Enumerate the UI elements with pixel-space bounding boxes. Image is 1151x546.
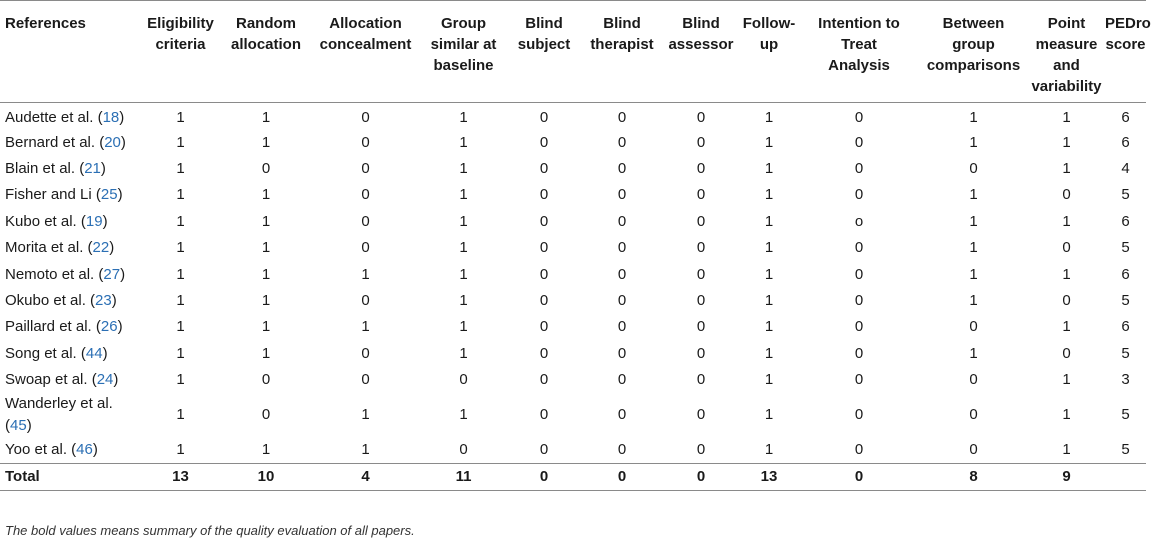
score-cell: 1: [764, 186, 774, 204]
score-cell: 0: [696, 239, 706, 257]
reference-cell: [0, 340, 140, 366]
score-cell: 1: [261, 344, 271, 362]
score-cell: 1: [764, 212, 774, 230]
score-cell: 0: [854, 344, 864, 362]
table-row: [0, 155, 1146, 181]
score-cell: 0: [1062, 344, 1071, 362]
author-text: Blain et al. (: [5, 159, 85, 177]
column-header-line: measure: [1035, 36, 1098, 53]
score-cell: 5: [1121, 186, 1130, 204]
score-cell: 0: [969, 318, 978, 336]
score-cell: 1: [1062, 109, 1071, 127]
author-text: Fisher and Li (: [5, 186, 101, 204]
score-cell: 1: [459, 186, 468, 204]
score-cell: 1: [764, 406, 774, 424]
column-header-line: PEDro: [1105, 15, 1151, 32]
score-cell: 0: [617, 441, 627, 459]
column-header-line: assessor: [668, 36, 734, 53]
author-text: Morita et al. (: [5, 239, 93, 257]
score-cell: 1: [459, 212, 468, 230]
score-cell: 5: [1121, 344, 1130, 362]
score-cell: 1: [176, 109, 185, 127]
score-cell: 0: [696, 371, 706, 389]
score-cell: 1: [261, 212, 271, 230]
score-cell: 0: [361, 186, 370, 204]
column-header-line: comparisons: [926, 57, 1021, 74]
score-cell: 6: [1121, 133, 1130, 151]
column-header-line: score: [1105, 36, 1146, 53]
score-cell: 1: [764, 239, 774, 257]
reference-cell: [0, 437, 140, 463]
score-cell: 1: [261, 109, 271, 127]
score-cell: 1: [176, 159, 185, 177]
score-cell: 1: [176, 212, 185, 230]
column-header: [799, 1, 919, 103]
score-cell: 1: [969, 239, 978, 257]
score-cell: 0: [854, 239, 864, 257]
score-cell: 1: [764, 371, 774, 389]
score-cell: 0: [361, 212, 370, 230]
score-cell: 1: [1062, 371, 1071, 389]
score-cell: 0: [969, 406, 978, 424]
citation-close: ): [113, 371, 119, 389]
citation-close: ): [119, 109, 125, 127]
reference-cell: [0, 103, 140, 129]
citation-close: ): [111, 291, 117, 309]
score-cell: 0: [696, 186, 706, 204]
column-header: [507, 1, 581, 103]
score-cell: 0: [969, 371, 978, 389]
score-cell: 0: [539, 406, 549, 424]
score-cell: 0: [261, 159, 271, 177]
score-cell: 1: [261, 133, 271, 151]
table-row: [0, 366, 1146, 392]
reference-cell: [0, 234, 140, 260]
score-cell: 1: [1062, 406, 1071, 424]
score-cell: 1: [261, 441, 271, 459]
score-cell: 0: [696, 265, 706, 283]
table-row: [0, 287, 1146, 313]
score-cell: 1: [176, 265, 185, 283]
total-cell: 0: [696, 468, 706, 486]
reference-cell: [0, 182, 140, 208]
citation-link[interactable]: 23: [95, 291, 112, 309]
column-header-line: Random: [236, 15, 296, 32]
citation-link[interactable]: 44: [85, 344, 103, 362]
score-cell: 3: [1121, 371, 1130, 389]
column-header-line: criteria: [155, 36, 206, 53]
citation-close: ): [26, 416, 32, 434]
reference-cell: [0, 287, 140, 313]
score-cell: 1: [361, 406, 370, 424]
total-cell: 13: [172, 468, 189, 486]
reference-cell: [0, 314, 140, 340]
column-header: [739, 1, 799, 103]
column-header-line: Follow-: [742, 15, 796, 32]
score-cell: 1: [1062, 159, 1071, 177]
column-header-line: group: [952, 36, 995, 53]
score-cell: 0: [854, 133, 864, 151]
column-header-line: Between: [942, 15, 1005, 32]
score-cell: 4: [1121, 159, 1130, 177]
citation-close: ): [120, 265, 126, 283]
score-cell: 0: [617, 212, 627, 230]
total-cell: 4: [361, 468, 370, 486]
column-header: [0, 1, 140, 103]
score-cell: 0: [539, 239, 549, 257]
score-cell: 0: [696, 344, 706, 362]
total-cell: 0: [539, 468, 549, 486]
score-cell: 0: [617, 239, 627, 257]
score-cell: 0: [617, 109, 627, 127]
column-header-line: similar at: [430, 36, 497, 53]
table-footnote: The bold values means summary of the quality evaluation of all papers.: [5, 523, 415, 538]
score-cell: 1: [261, 239, 271, 257]
total-cell: 13: [760, 468, 778, 486]
column-header-line: Analysis: [828, 57, 890, 74]
score-cell: 0: [696, 318, 706, 336]
score-cell: 0: [539, 159, 549, 177]
score-cell: 5: [1121, 291, 1130, 309]
score-cell: 0: [854, 318, 864, 336]
column-header-line: and: [1053, 57, 1080, 74]
author-text-cont: (: [5, 416, 10, 434]
score-cell: 1: [361, 318, 370, 336]
citation-close: ): [117, 186, 123, 204]
score-cell: 0: [261, 371, 271, 389]
total-cell: [1105, 463, 1146, 490]
score-cell: 0: [854, 265, 864, 283]
citation-link[interactable]: 24: [96, 371, 114, 389]
table-row: [0, 208, 1146, 234]
citation-close: ): [92, 441, 98, 459]
score-cell: 1: [261, 318, 271, 336]
score-cell: 0: [617, 291, 627, 309]
score-cell: 0: [854, 109, 864, 127]
author-text: Nemoto et al. (: [5, 265, 104, 283]
column-header-line: Eligibility: [147, 15, 214, 32]
citation-close: ): [120, 133, 126, 151]
score-cell: 5: [1121, 441, 1130, 459]
score-cell: 0: [617, 318, 627, 336]
score-cell: 0: [1062, 291, 1071, 309]
score-cell: 0: [854, 186, 864, 204]
reference-cell: [0, 129, 140, 155]
citation-close: ): [102, 212, 108, 230]
score-cell: 0: [459, 441, 468, 459]
score-cell: 1: [969, 265, 978, 283]
author-text: Paillard et al. (: [5, 318, 101, 336]
score-cell: 1: [1062, 212, 1071, 230]
score-cell: 0: [854, 291, 864, 309]
column-header-line: Group: [441, 15, 486, 32]
score-cell: 0: [361, 291, 370, 309]
score-cell: 1: [459, 406, 468, 424]
citation-link[interactable]: 45: [10, 416, 27, 434]
citation-link[interactable]: 18: [102, 109, 120, 127]
score-cell: 1: [969, 133, 978, 151]
score-cell: 1: [764, 291, 774, 309]
total-cell: 8: [969, 468, 978, 486]
citation-link[interactable]: 27: [103, 265, 121, 283]
table-body: [0, 103, 1146, 491]
score-cell: 1: [459, 159, 468, 177]
total-cell: 0: [854, 468, 864, 486]
score-cell: 1: [969, 109, 978, 127]
score-cell: 1: [459, 265, 468, 283]
score-cell: 1: [176, 239, 185, 257]
score-cell: 1: [459, 344, 468, 362]
score-cell: 1: [1062, 318, 1071, 336]
citation-link[interactable]: 22: [92, 239, 110, 257]
score-cell: 5: [1121, 406, 1130, 424]
column-header-line: Blind: [682, 15, 720, 32]
total-label: Total: [5, 468, 40, 486]
score-cell: 0: [361, 239, 370, 257]
score-cell: 0: [361, 159, 370, 177]
column-header: [663, 1, 739, 103]
score-cell: 0: [696, 212, 706, 230]
score-cell: 0: [539, 318, 549, 336]
header-row: [0, 1, 1146, 103]
table-row: [0, 314, 1146, 340]
score-cell: 0: [696, 441, 706, 459]
score-cell: 0: [617, 265, 627, 283]
score-cell: 0: [854, 371, 864, 389]
score-cell: 0: [854, 441, 864, 459]
total-cell: 10: [257, 468, 275, 486]
author-text: Song et al. (: [5, 344, 86, 362]
score-cell: 1: [459, 109, 468, 127]
reference-cell: [0, 261, 140, 287]
score-cell: 1: [1062, 265, 1071, 283]
score-cell: 1: [1062, 133, 1071, 151]
score-cell: 1: [764, 344, 774, 362]
score-cell: 1: [459, 291, 468, 309]
column-header: [919, 1, 1028, 103]
score-cell: 5: [1121, 239, 1130, 257]
score-cell: 0: [854, 159, 864, 177]
citation-link[interactable]: 19: [85, 212, 103, 230]
table-row: [0, 261, 1146, 287]
score-cell: 1: [764, 318, 774, 336]
score-cell: 0: [539, 186, 549, 204]
score-cell: 0: [361, 133, 370, 151]
score-cell: 0: [854, 406, 864, 424]
score-cell: 1: [361, 441, 370, 459]
author-text: Wanderley et al.: [5, 394, 113, 412]
author-text: Audette et al. (: [5, 109, 103, 127]
citation-close: ): [117, 318, 123, 336]
score-cell: 0: [539, 133, 549, 151]
score-cell: 0: [696, 406, 706, 424]
score-cell: 0: [969, 159, 978, 177]
score-cell: 1: [176, 133, 185, 151]
citation-close: ): [109, 239, 115, 257]
score-cell: 1: [176, 406, 185, 424]
total-row: [0, 463, 1146, 490]
score-cell: 0: [539, 441, 549, 459]
author-text: Yoo et al. (: [5, 441, 77, 459]
table-row: [0, 234, 1146, 260]
column-header-line: Blind: [525, 15, 563, 32]
score-cell: 0: [969, 441, 978, 459]
score-cell: 0: [696, 133, 706, 151]
score-cell: 0: [617, 159, 627, 177]
citation-link[interactable]: 20: [104, 133, 121, 151]
score-cell: 1: [969, 291, 978, 309]
column-header-line: Point: [1047, 15, 1086, 32]
score-cell: 0: [696, 291, 706, 309]
score-cell: 1: [459, 239, 468, 257]
column-header: [140, 1, 221, 103]
column-header-line: allocation: [230, 36, 301, 53]
column-header-line: References: [5, 15, 86, 32]
score-cell: 1: [176, 186, 185, 204]
total-cell: 9: [1062, 468, 1071, 486]
author-text: Kubo et al. (: [5, 212, 86, 230]
score-cell: 0: [539, 265, 549, 283]
score-cell: 1: [176, 318, 185, 336]
score-cell: 0: [361, 371, 370, 389]
score-cell: 6: [1121, 109, 1130, 127]
table-row: [0, 393, 1146, 437]
score-cell: 1: [764, 441, 774, 459]
score-cell: 0: [696, 109, 706, 127]
column-header-line: Treat: [841, 36, 877, 53]
column-header: [221, 1, 311, 103]
column-header: [1028, 1, 1105, 103]
score-cell: 0: [539, 212, 549, 230]
score-cell: 0: [617, 344, 627, 362]
column-header-line: therapist: [590, 36, 654, 53]
citation-link[interactable]: 25: [100, 186, 118, 204]
score-cell: 1: [261, 186, 271, 204]
score-cell: 1: [176, 371, 185, 389]
column-header-line: variability: [1031, 78, 1102, 95]
table-row: [0, 437, 1146, 463]
score-cell: 0: [261, 406, 271, 424]
score-cell: 0: [539, 344, 549, 362]
score-cell: 1: [261, 291, 271, 309]
author-text: Bernard et al. (: [5, 133, 105, 151]
reference-cell: [0, 155, 140, 181]
citation-close: ): [100, 159, 106, 177]
score-cell: 0: [696, 159, 706, 177]
score-cell: 1: [459, 133, 468, 151]
score-cell: 0: [539, 109, 549, 127]
score-cell: 0: [459, 371, 468, 389]
score-cell: 1: [969, 344, 978, 362]
score-cell: 0: [361, 109, 370, 127]
score-cell: 1: [176, 291, 185, 309]
score-cell: o: [854, 212, 864, 230]
column-header-line: Intention to: [818, 15, 900, 32]
score-cell: 0: [617, 186, 627, 204]
column-header: [311, 1, 420, 103]
column-header-line: Blind: [603, 15, 641, 32]
reference-cell: [0, 393, 140, 437]
citation-link[interactable]: 21: [84, 159, 101, 177]
score-cell: 0: [1062, 186, 1071, 204]
table-row: [0, 103, 1146, 129]
citation-close: ): [102, 344, 108, 362]
score-cell: 1: [261, 265, 271, 283]
table-row: [0, 340, 1146, 366]
score-cell: 1: [764, 133, 774, 151]
score-cell: 0: [617, 406, 627, 424]
score-cell: 0: [539, 291, 549, 309]
reference-cell: [0, 366, 140, 392]
score-cell: 1: [1062, 441, 1071, 459]
column-header-line: Allocation concealment: [319, 15, 412, 53]
column-header-line: baseline: [433, 57, 494, 74]
score-cell: 6: [1121, 318, 1130, 336]
score-cell: 0: [361, 344, 370, 362]
column-header-line: up: [759, 36, 779, 53]
score-cell: 1: [764, 109, 774, 127]
author-text: Okubo et al. (: [5, 291, 96, 309]
score-cell: 6: [1121, 265, 1130, 283]
table-row: [0, 129, 1146, 155]
column-header: [581, 1, 663, 103]
total-cell: 0: [617, 468, 627, 486]
score-cell: 1: [764, 265, 774, 283]
score-cell: 1: [459, 318, 468, 336]
column-header: [1105, 1, 1151, 103]
column-header-line: subject: [517, 36, 571, 53]
score-cell: 0: [1062, 239, 1071, 257]
score-cell: 0: [617, 371, 627, 389]
citation-link[interactable]: 46: [76, 441, 93, 459]
column-header: [420, 1, 507, 103]
total-cell: 11: [455, 468, 472, 486]
score-cell: 6: [1121, 212, 1130, 230]
score-cell: 0: [539, 371, 549, 389]
citation-link[interactable]: 26: [100, 318, 118, 336]
score-cell: 1: [969, 186, 978, 204]
score-cell: 1: [361, 265, 370, 283]
reference-cell: [0, 208, 140, 234]
score-cell: 1: [176, 441, 185, 459]
author-text: Swoap et al. (: [5, 371, 97, 389]
score-cell: 1: [176, 344, 185, 362]
table-row: [0, 182, 1146, 208]
score-cell: 1: [969, 212, 978, 230]
score-cell: 1: [764, 159, 774, 177]
score-cell: 0: [617, 133, 627, 151]
